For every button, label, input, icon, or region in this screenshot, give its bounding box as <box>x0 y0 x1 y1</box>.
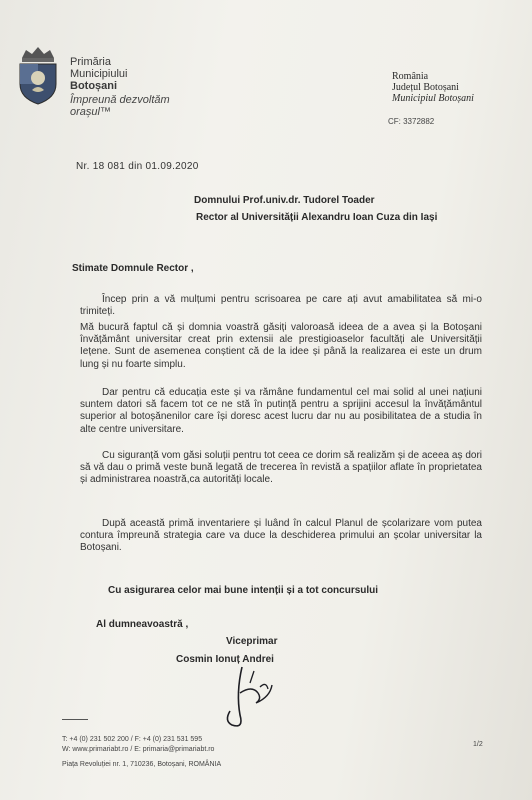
footer-contact-phone: T: +4 (0) 231 502 200 / F: +4 (0) 231 531 595 <box>62 736 203 743</box>
body-paragraph <box>80 450 482 487</box>
closing-line: Cu asigurarea celor mai bune intenții și a tot concursului <box>108 585 379 596</box>
paragraph-2: Mă bucură faptul că și domnia voastră găsiți valoroasă ideea de a avea și la Botoșani învățământ universitar creat prin extensii ale prestigioaselor facultăți ale Universității Iețene. Sunt de asemenea conștient că de la idee și până la realizarea ei este un drum lung și nu foarte simplu. <box>80 322 482 370</box>
fiscal-code: CF: 3372882 <box>388 117 435 126</box>
institution-name <box>70 56 127 92</box>
issuer-municipality: Municipiul Botoșani <box>392 93 474 104</box>
paragraph-5: După această primă inventariere și luând în calcul Planul de școlarizare vom putea contura împreună strategia care va duce la deschiderea primului an școlar universitar la Botoșani. <box>80 518 482 554</box>
issuer-country: România <box>392 71 429 82</box>
body-paragraph <box>80 294 482 318</box>
issuer-county: Județul Botoșani <box>392 82 459 93</box>
coat-of-arms-icon <box>14 44 62 106</box>
salutation: Stimate Domnule Rector , <box>72 263 194 274</box>
slogan <box>70 94 170 118</box>
page-number: 1/2 <box>473 741 483 748</box>
handwritten-signature <box>210 663 290 733</box>
footer-divider <box>62 719 88 720</box>
paragraph-1: Încep prin a vă mulțumi pentru scrisoarea pe care ați avut amabilitatea să mi-o trimiteți. <box>80 294 482 318</box>
footer-contact-web: W: www.primariabt.ro / E: primaria@primariabt.ro <box>62 746 215 753</box>
signatory-name: Cosmin Ionuț Andrei <box>176 654 274 665</box>
slogan-line1: Împreună dezvoltăm <box>70 94 170 106</box>
issuer-block <box>392 71 474 104</box>
institution-name-line2: Municipiului <box>70 68 128 80</box>
paragraph-3: Dar pentru că educația este și va rămâne fundamentul cel mai solid al unei națiuni suntem datori să facem tot ce ne stă în putință pentru a sprijini accesul la învățământul superior al botoșănenilor care își doresc acest lucru dar nu au posibilitatea de a studia în alte centre universitare. <box>80 387 482 435</box>
registration-number: Nr. 18 081 din 01.09.2020 <box>76 161 199 172</box>
institution-name-line1: Primăria <box>70 56 111 68</box>
addressee-line2: Rector al Universității Alexandru Ioan Cuza din Iași <box>196 212 438 223</box>
institution-name-line3: Botoșani <box>70 80 118 92</box>
paragraph-4: Cu siguranță vom găsi soluții pentru tot ceea ce dorim să realizăm și de aceea aș dori să vă dau o primă veste bună legată de trecerea în revistă a spațiilor aflate în proprietatea și administrarea noastră,ca autorități locale. <box>80 450 482 486</box>
body-paragraph <box>80 387 482 436</box>
slogan-line2: orașul™ <box>70 106 111 118</box>
signatory-title: Viceprimar <box>226 636 278 647</box>
addressee-line1: Domnului Prof.univ.dr. Tudorel Toader <box>194 195 375 206</box>
regards-line: Al dumneavoastră , <box>96 619 189 630</box>
body-paragraph <box>80 518 482 555</box>
body-paragraph <box>80 322 482 371</box>
footer-address: Piața Revoluției nr. 1, 710236, Botoșani, ROMÂNIA <box>62 761 222 768</box>
